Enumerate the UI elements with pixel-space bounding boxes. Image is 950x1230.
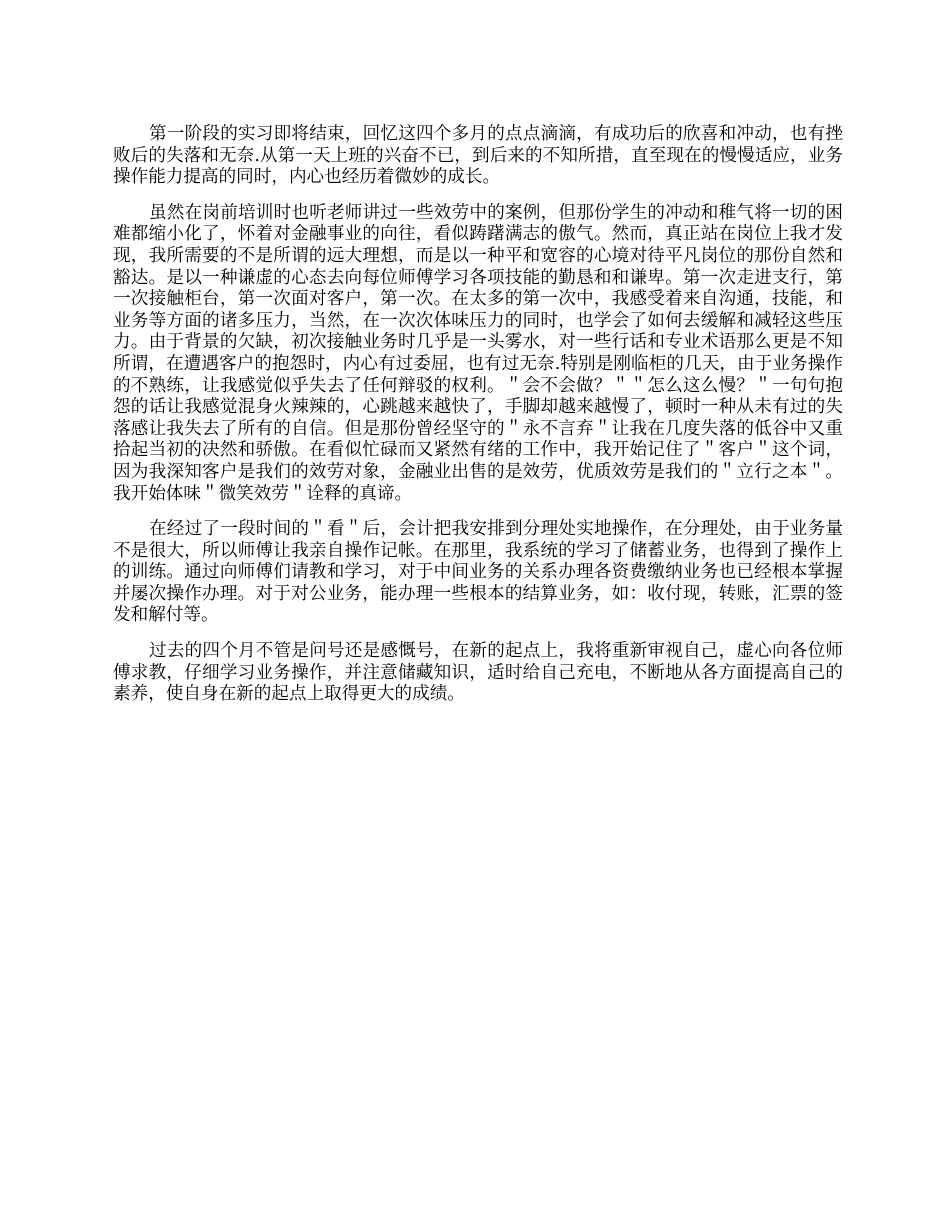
document-body [113, 124, 843, 720]
paragraph-branch-operation: 在经过了一段时间的＂看＂后，会计把我安排到分理处实地操作，在分理处，由于业务量不是很大，所以师傅让我亲自操作记帐。在那里，我系统的学习了储蓄业务，也得到了操作上的训练。通过向师傅们请教和学习，对于中间业务的关系办理各资费缴纳业务也已经根本掌握并屡次操作办理。对于对公业务，能办理一些根本的结算业务，如：收付现，转账，汇票的签发和解付等。 [113, 519, 843, 626]
paragraph-conclusion: 过去的四个月不管是问号还是感慨号，在新的起点上，我将重新审视自己，虚心向各位师傅求教，仔细学习业务操作，并注意储藏知识，适时给自己充电，不断地从各方面提高自己的素养，使自身在新的起点上取得更大的成绩。 [113, 641, 843, 705]
paragraph-training-experience: 虽然在岗前培训时也听老师讲过一些效劳中的案例，但那份学生的冲动和稚气将一切的困难都缩小化了，怀着对金融事业的向往，看似踌躇满志的傲气。然而，真正站在岗位上我才发现，我所需要的不是所谓的远大理想，而是以一种平和宽容的心境对待平凡岗位的那份自然和豁达。是以一种谦虚的心态去向每位师傅学习各项技能的勤恳和和谦卑。第一次走进支行，第一次接触柜台，第一次面对客户，第一次。在太多的第一次中，我感受着来自沟通，技能，和业务等方面的诸多压力，当然，在一次次体味压力的同时，也学会了如何去缓解和减轻这些压力。由于背景的欠缺，初次接触业务时几乎是一头雾水，对一些行话和专业术语那么更是不知所谓，在遭遇客户的抱怨时，内心有过委屈，也有过无奈.特别是刚临柜的几天，由于业务操作的不熟练，让我感觉似乎失去了任何辩驳的权利。＂会不会做？＂＂怎么这么慢？＂一句句抱怨的话让我感觉混身火辣辣的，心跳越来越快了，手脚却越来越慢了，顿时一种从未有过的失落感让我失去了所有的自信。但是那份曾经坚守的＂永不言弃＂让我在几度失落的低谷中又重拾起当初的决然和骄傲。在看似忙碌而又紧然有绪的工作中，我开始记住了＂客户＂这个词，因为我深知客户是我们的效劳对象，金融业出售的是效劳，优质效劳是我们的＂立行之本＂。我开始体味＂微笑效劳＂诠释的真谛。 [113, 202, 843, 504]
paragraph-intro: 第一阶段的实习即将结束，回忆这四个多月的点点滴滴，有成功后的欣喜和冲动，也有挫败后的失落和无奈.从第一天上班的兴奋不已，到后来的不知所措，直至现在的慢慢适应，业务操作能力提高的同时，内心也经历着微妙的成长。 [113, 124, 843, 188]
